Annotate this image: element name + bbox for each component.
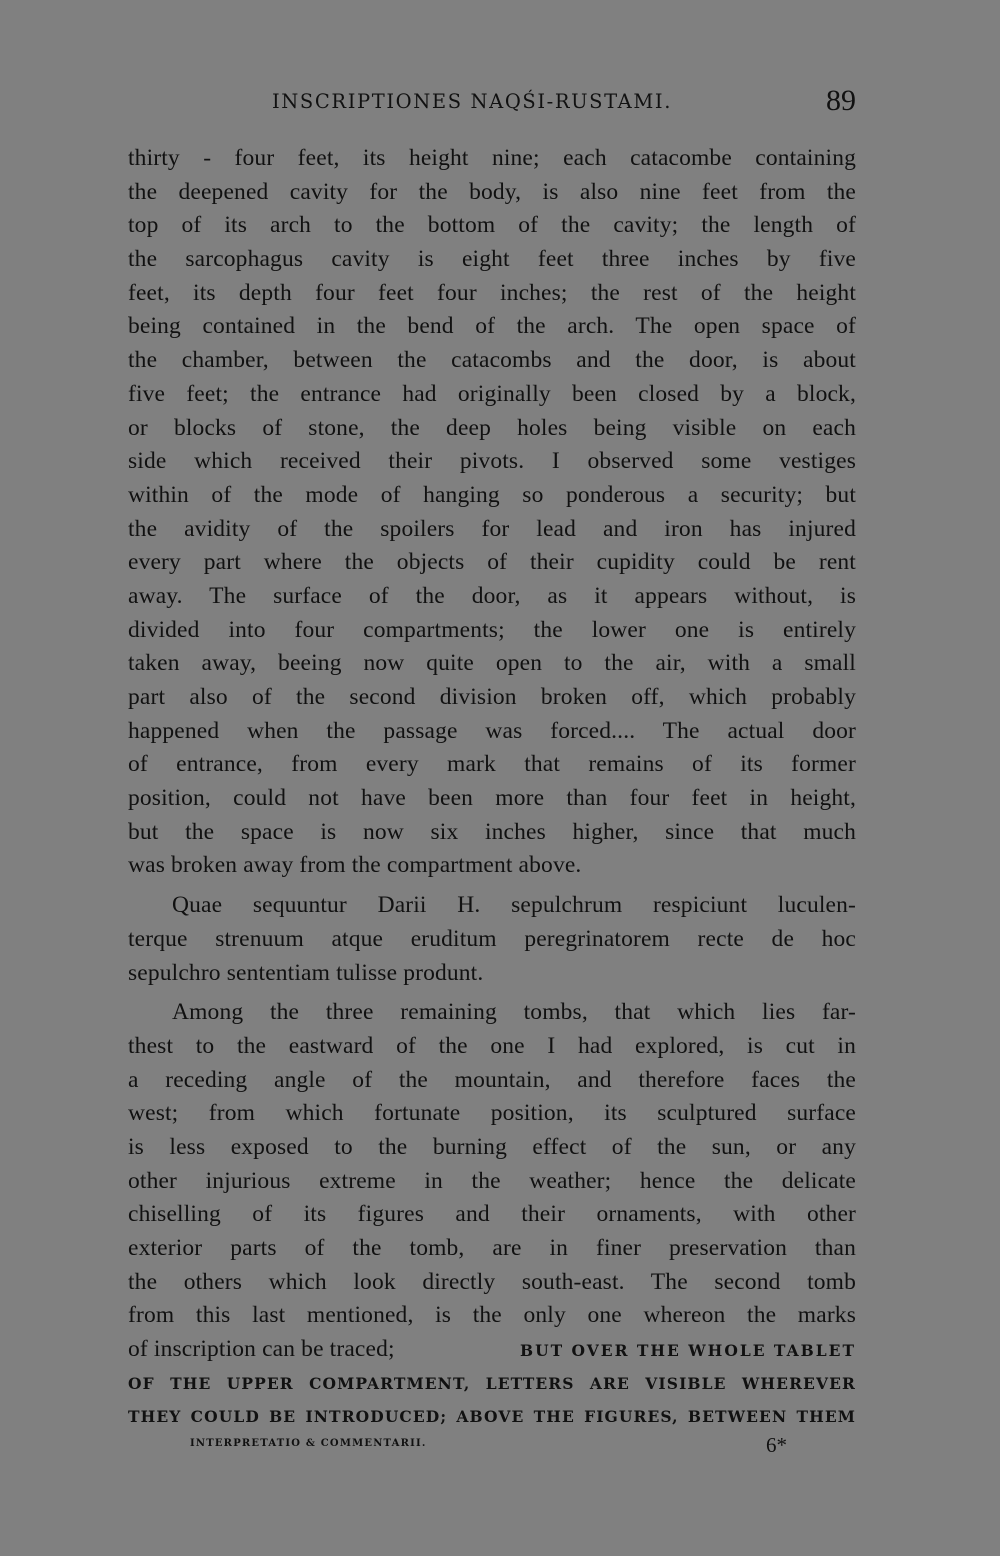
text-line: the deepened cavity for the body, is also nine feet from the [128, 178, 856, 205]
text-lead: of inscription can be traced; [128, 1336, 395, 1363]
text-line: is less exposed to the burning effect of the sun, or any [128, 1133, 856, 1160]
body-text [128, 142, 856, 1434]
text-line: of entrance, from every mark that remains of its former [128, 751, 856, 778]
page-number: 89 [826, 84, 856, 117]
text-line: top of its arch to the bottom of the cavity; the length of [128, 212, 856, 239]
text-line: from this last mentioned, is the only one whereon the marks [128, 1302, 856, 1329]
text-line: side which received their pivots. I observed some vestiges [128, 448, 856, 475]
text-line: taken away, beeing now quite open to the air, with a small [128, 650, 856, 677]
text-line: west; from which fortunate position, its sculptured surface [128, 1100, 856, 1127]
paragraph-2 [128, 889, 856, 990]
small-caps-text: BUT OVER THE WHOLE TABLET [519, 1341, 856, 1361]
small-caps-line: OF THE UPPER COMPARTMENT, LETTERS ARE VISIBLE WHEREVER [128, 1373, 856, 1393]
signature-text: INTERPRETATIO & COMMENTARII. [190, 1438, 427, 1449]
text-line: feet, its depth four feet four inches; the rest of the height [128, 279, 856, 306]
text-line: the others which look directly south-east. The second tomb [128, 1268, 856, 1295]
text-line: divided into four compartments; the lower one is entirely [128, 616, 856, 643]
paragraph-1 [128, 142, 856, 883]
text-line: the chamber, between the catacombs and the door, is about [128, 347, 856, 374]
text-line: away. The surface of the door, as it appears without, is [128, 582, 856, 609]
text-line: thirty - four feet, its height nine; each catacombe containing [128, 145, 856, 171]
text-line: chiselling of its figures and their ornaments, with other [128, 1201, 856, 1228]
text-line: five feet; the entrance had originally been closed by a block, [128, 380, 856, 407]
text-line: exterior parts of the tomb, are in finer preservation than [128, 1235, 856, 1261]
text-line: every part where the objects of their cupidity could be rent [128, 549, 856, 576]
signature-mark: 6* [766, 1433, 787, 1457]
text-line: or blocks of stone, the deep holes being visible on each [128, 414, 856, 441]
text-line: sepulchro sententiam tulisse produnt. [128, 959, 484, 986]
text-line: other injurious extreme in the weather; hence the delicate [128, 1167, 856, 1194]
mixed-line [128, 1333, 856, 1367]
text-line: terque strenuum atque eruditum peregrinatorem recte de hoc [128, 925, 856, 952]
paragraph-3 [128, 996, 856, 1434]
text-line: happened when the passage was forced.... The actual door [128, 717, 856, 744]
small-caps-line: THEY COULD BE INTRODUCED; ABOVE THE FIGURES, BETWEEN THEM [128, 1407, 856, 1427]
text-line: within of the mode of hanging so ponderous a security; but [128, 481, 856, 508]
text-line: the avidity of the spoilers for lead and iron has injured [128, 515, 856, 542]
text-line: Among the three remaining tombs, that which lies far- [172, 999, 856, 1026]
text-line: but the space is now six inches higher, since that much [128, 818, 856, 845]
text-line: was broken away from the compartment above. [128, 852, 582, 879]
text-line: position, could not have been more than four feet in height, [128, 785, 856, 812]
text-line: the sarcophagus cavity is eight feet three inches by five [128, 246, 856, 273]
text-line: a receding angle of the mountain, and therefore faces the [128, 1066, 856, 1093]
text-line: part also of the second division broken off, which probably [128, 684, 856, 710]
text-line: being contained in the bend of the arch. The open space of [128, 313, 856, 340]
running-title: INSCRIPTIONES NAQŚI-RUSTAMI. [271, 90, 673, 113]
text-line: thest to the eastward of the one I had explored, is cut in [128, 1032, 856, 1059]
running-head [128, 84, 856, 124]
text-line: Quae sequuntur Darii H. sepulchrum respiciunt luculen- [172, 892, 856, 919]
